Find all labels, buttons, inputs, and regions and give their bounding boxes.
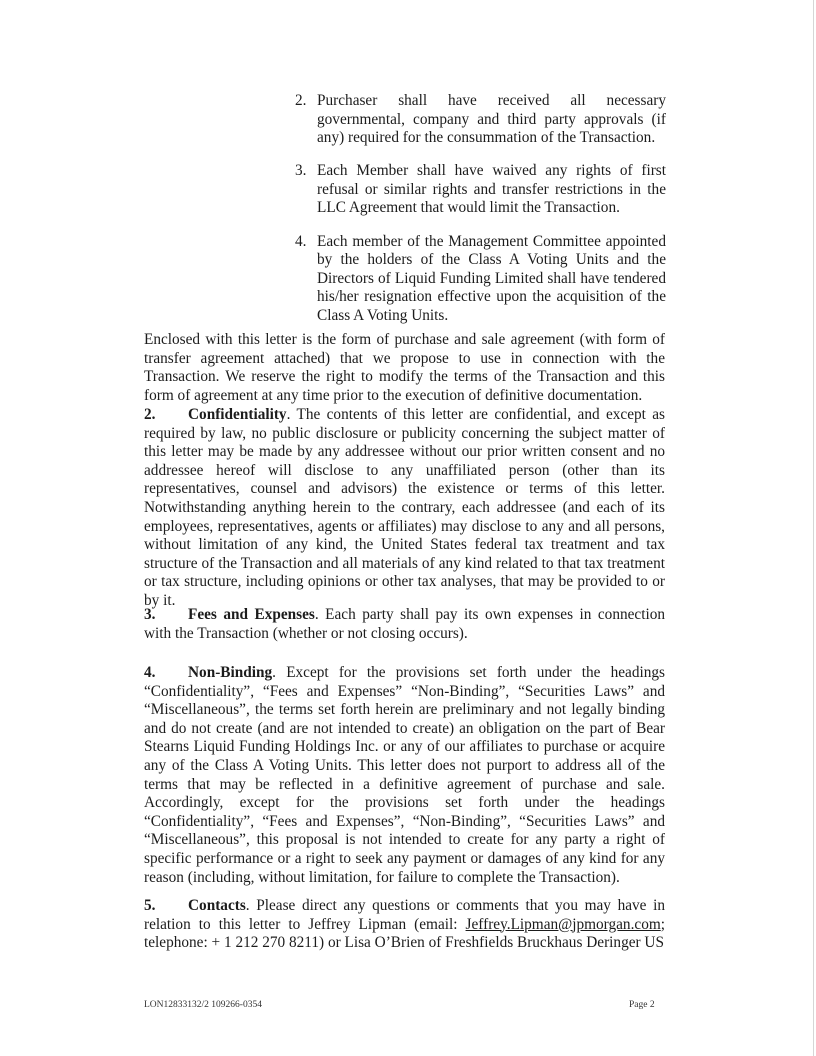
document-id: LON12833132/2 109266-0354 [144, 1000, 262, 1010]
section-period: . [272, 664, 287, 681]
list-item [286, 92, 666, 148]
list-number: 3. [295, 162, 307, 180]
list-text: Purchaser shall have received all necessary governmental, company and third party approvals (if any) required for the consummation of the Transaction. [317, 92, 666, 147]
section-number: 4. [144, 664, 156, 681]
section-number: 2. [144, 406, 156, 423]
section-heading: Confidentiality [188, 406, 287, 423]
section-text: Please direct any questions or comments that you may have in relation to this letter to Jeffrey Lipman (email: [144, 897, 665, 933]
list-item [286, 233, 666, 326]
section-number: 3. [144, 606, 156, 623]
section-number: 5. [144, 897, 156, 914]
page-number: Page 2 [629, 1000, 655, 1010]
contacts-section [144, 897, 665, 953]
section-heading: Contacts [188, 897, 246, 914]
list-number: 2. [295, 92, 307, 109]
non-binding-section [144, 664, 665, 887]
section-heading: Non-Binding [188, 664, 273, 681]
list-item [286, 162, 666, 218]
page-edge [813, 0, 814, 1056]
fees-section [144, 606, 665, 643]
list-text: Each Member shall have waived any rights of first refusal or similar rights and transfer restrictions in the LLC Agreement that would limit the Transaction. [317, 162, 666, 217]
email-link[interactable]: Jeffrey.Lipman@jpmorgan.com [465, 915, 661, 933]
section-period: . [245, 897, 257, 914]
section-text-continued: ; telephone: + 1 212 270 8211) or Lisa O’Brien of Freshfields Bruckhaus Deringer US [144, 915, 665, 952]
list-number: 4. [295, 232, 307, 250]
section-text: Except for the provisions set forth under the headings “Confidentiality”, “Fees and Expenses” “Non-Binding”, “Securities Laws” and “Miscellaneous”, the terms set forth herein are preliminary and not legally binding and do not create (and are not intended to create) an obligation on the part of Bear Stearns Liquid Funding Holdings Inc. or any of our affiliates to purchase or acquire any of the Class A Voting Units. This letter does not purport to address all of the terms that may be reflected in a definitive agreement of purchase and sale. Accordingly, except for the provisions set forth under the headings “Confidentiality”, “Fees and Expenses”, “Non-Binding”, “Securities Laws” and “Miscellaneous”, this proposal is not intended to create for any party a right of specific performance or a right to seek any payment or damages of any kind for any reason (including, without limitation, for failure to complete the Transaction). [144, 664, 665, 886]
section-heading: Fees and Expenses [188, 606, 315, 623]
confidentiality-section [144, 406, 665, 611]
list-text: Each member of the Management Committee appointed by the holders of the Class A Voting Units and the Directors of Liquid Funding Limited shall have tendered his/her resignation effective upon the acquisition of the Class A Voting Units. [317, 232, 666, 324]
enclosure-paragraph: Enclosed with this letter is the form of purchase and sale agreement (with form of transfer agreement attached) that we propose to use in connection with the Transaction. We reserve the right to modify the terms of the Transaction and this form of agreement at any time prior to the execution of definitive documentation. [144, 331, 665, 404]
section-text: Each party shall pay its own expenses in connection with the Transaction (whether or not closing occurs). [144, 606, 665, 642]
section-period: . [314, 606, 326, 623]
section-text: The contents of this letter are confidential, and except as required by law, no public disclosure or publicity concerning the subject matter of this letter may be made by any addressee without our prior written consent and no addressee hereof will disclose to any unaffiliated person (other than its representatives, counsel and advisors) the existence or terms of this letter. Notwithstanding anything herein to the contrary, each addressee (and each of its employees, representatives, agents or affiliates) may disclose to any and all persons, without limitation of any kind, the United States federal tax treatment and tax structure of the Transaction and all materials of any kind related to that tax treatment or tax structure, including opinions or other tax analyses, that may be provided to or by it. [144, 406, 665, 609]
section-period: . [286, 406, 297, 423]
conditions-list [286, 92, 666, 340]
